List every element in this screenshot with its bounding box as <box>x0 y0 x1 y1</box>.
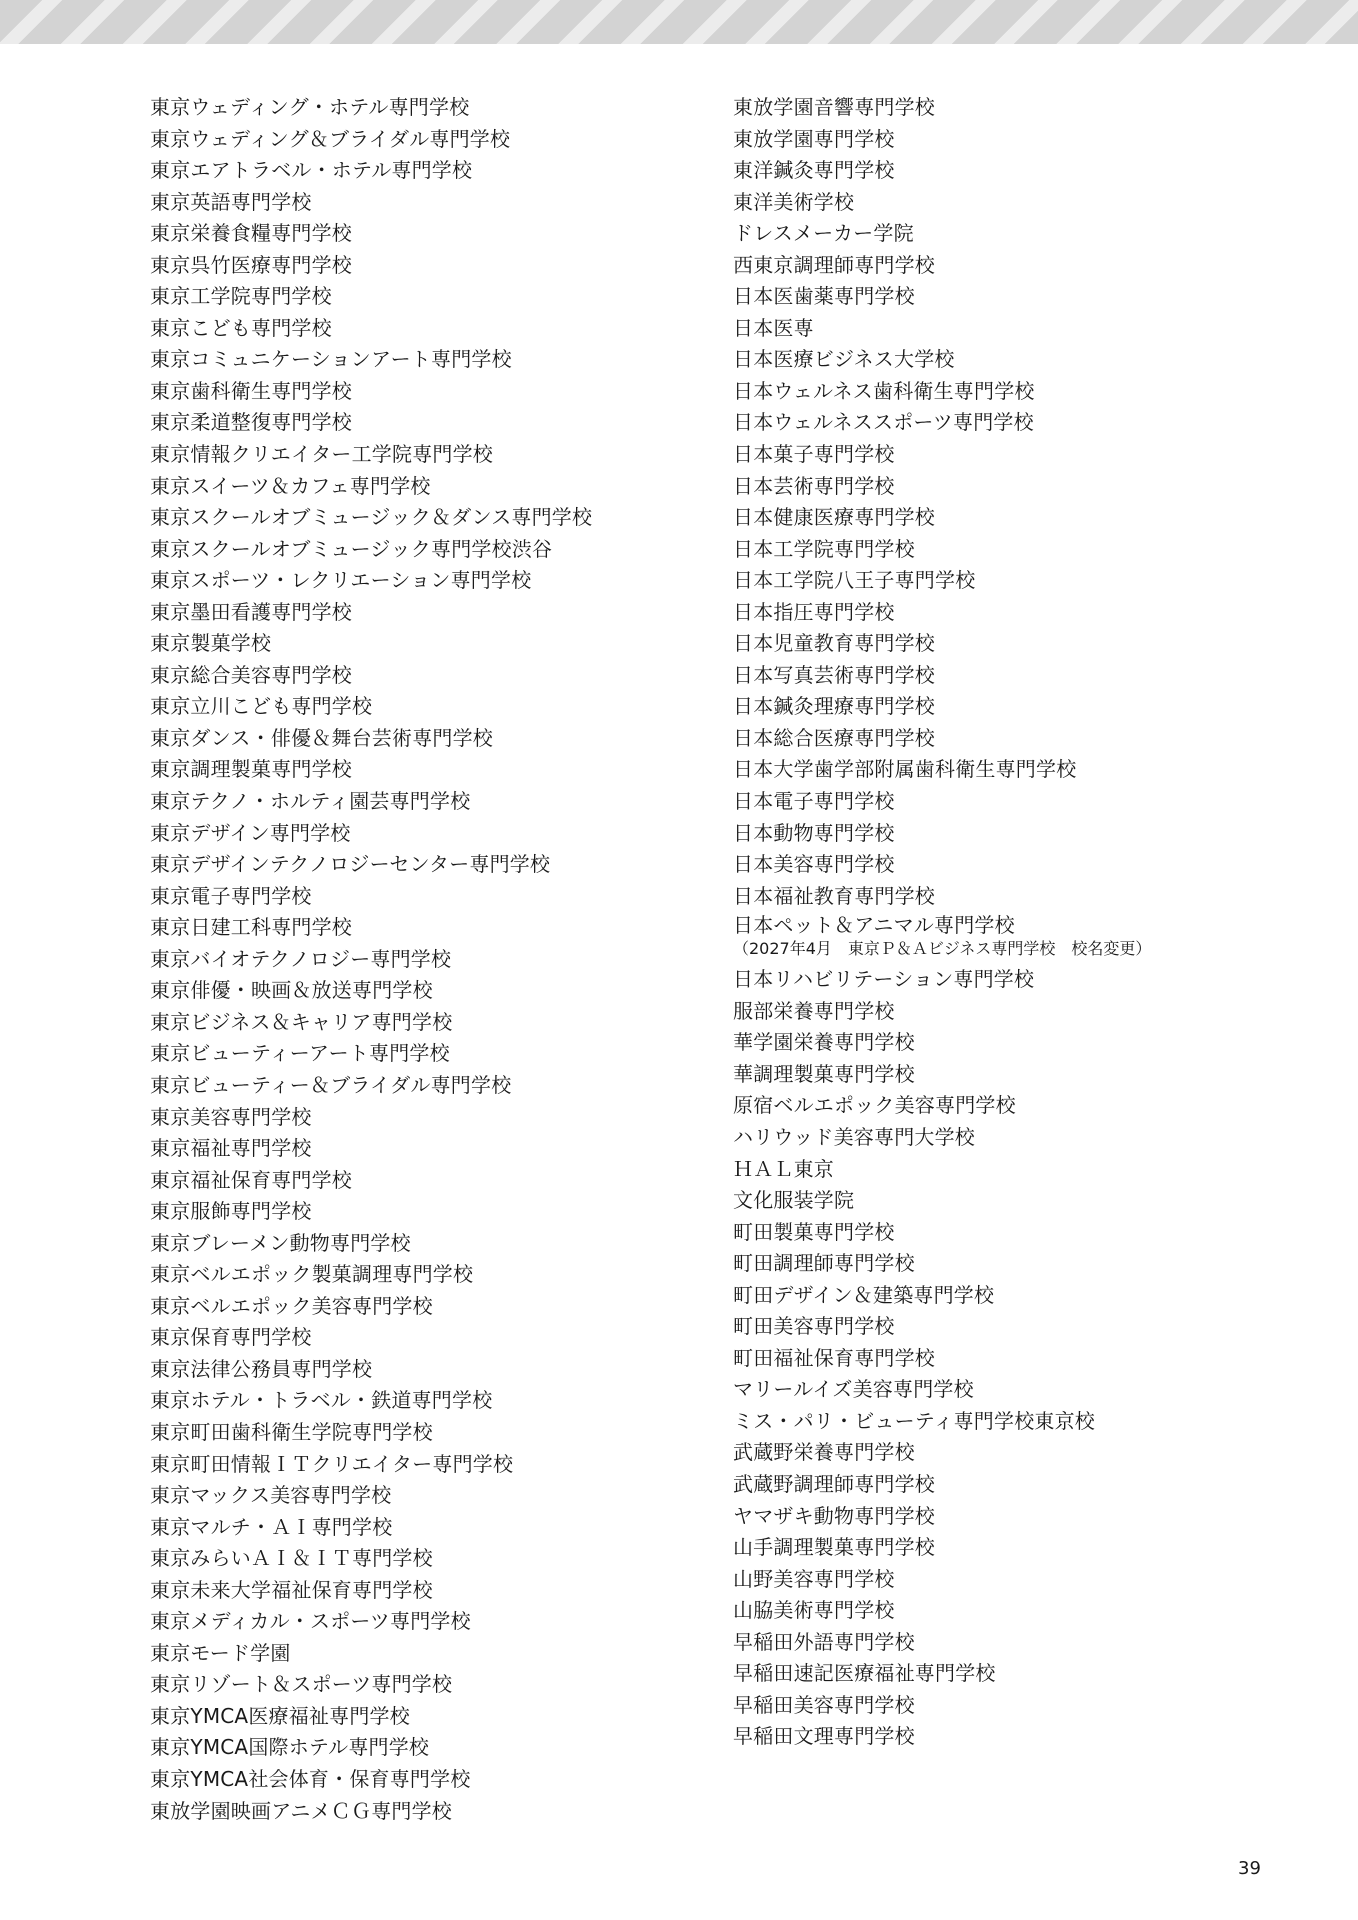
school-name: 東京町田歯科衛生学院専門学校 <box>150 1419 433 1444</box>
school-name: 日本菓子専門学校 <box>733 442 895 467</box>
school-name: 早稲田美容専門学校 <box>733 1692 915 1717</box>
school-name: 東京ビジネス＆キャリア専門学校 <box>150 1009 453 1034</box>
school-name: 華学園栄養専門学校 <box>733 1030 915 1055</box>
school-name: 服部栄養専門学校 <box>733 998 895 1023</box>
school-name: 東京メディカル・スポーツ専門学校 <box>150 1609 471 1634</box>
school-name: 日本大学歯学部附属歯科衛生専門学校 <box>733 757 1077 782</box>
school-name: 東京柔道整復専門学校 <box>150 410 352 435</box>
school-name: 武蔵野調理師専門学校 <box>733 1471 935 1496</box>
school-name: 山脇美術専門学校 <box>733 1598 895 1623</box>
school-name: 東京リゾート＆スポーツ専門学校 <box>150 1672 453 1697</box>
school-name: 東京コミュニケーションアート専門学校 <box>150 347 512 372</box>
school-name: 日本リハビリテーション専門学校 <box>733 967 1035 992</box>
school-name: 日本児童教育専門学校 <box>733 631 935 656</box>
school-name: 東京デザイン専門学校 <box>150 820 351 845</box>
school-name: 東京YMCA社会体育・保育専門学校 <box>150 1766 471 1791</box>
school-name: 文化服装学院 <box>733 1188 855 1213</box>
school-name: 東洋美術学校 <box>733 189 855 214</box>
school-name: 東放学園映画アニメＣＧ専門学校 <box>150 1798 452 1823</box>
school-name: 東京スイーツ＆カフェ専門学校 <box>150 473 431 498</box>
school-name: 日本芸術専門学校 <box>733 473 895 498</box>
school-name: 東京ブレーメン動物専門学校 <box>150 1230 411 1255</box>
school-name: マリールイズ美容専門学校 <box>733 1377 974 1402</box>
school-name: 町田美容専門学校 <box>733 1314 895 1339</box>
school-name: 日本健康医療専門学校 <box>733 505 935 530</box>
school-name: 日本ウェルネススポーツ専門学校 <box>733 410 1034 435</box>
school-name: 日本写真芸術専門学校 <box>733 662 935 687</box>
school-name: 東京工学院専門学校 <box>150 284 332 309</box>
school-name: 日本電子専門学校 <box>733 789 895 814</box>
striped-header-banner <box>0 0 1358 44</box>
school-name: 早稲田速記医療福祉専門学校 <box>733 1661 996 1686</box>
school-name: 山手調理製菓専門学校 <box>733 1535 935 1560</box>
school-list-right <box>733 92 1151 1753</box>
school-name: 日本総合医療専門学校 <box>733 725 935 750</box>
school-name: 日本工学院八王子専門学校 <box>733 568 976 593</box>
school-name: 東京立川こども専門学校 <box>150 694 373 719</box>
school-name: 東洋鍼灸専門学校 <box>733 158 895 183</box>
school-name: 東京町田情報ＩＴクリエイター専門学校 <box>150 1451 514 1476</box>
school-name: 東京エアトラベル・ホテル専門学校 <box>150 158 473 183</box>
page-number: 39 <box>1238 1858 1261 1879</box>
school-name: 東京墨田看護専門学校 <box>150 599 352 624</box>
school-name: ミス・パリ・ビューティ専門学校東京校 <box>733 1408 1095 1433</box>
school-name: ＨＡＬ東京 <box>733 1156 834 1181</box>
school-name: 東京栄養食糧専門学校 <box>150 221 352 246</box>
school-name: 東京デザインテクノロジーセンター専門学校 <box>150 852 551 877</box>
school-name: 日本医歯薬専門学校 <box>733 284 915 309</box>
school-name: 日本福祉教育専門学校 <box>733 883 935 908</box>
school-name: 東京こども専門学校 <box>150 315 332 340</box>
school-name: 町田福祉保育専門学校 <box>733 1345 935 1370</box>
school-name: 日本鍼灸理療専門学校 <box>733 694 935 719</box>
school-name: 東京ダンス・俳優＆舞台芸術専門学校 <box>150 725 493 750</box>
school-name: 東京スクールオブミュージック専門学校渋谷 <box>150 536 553 561</box>
school-name: 日本動物専門学校 <box>733 820 895 845</box>
school-name: 東京法律公務員専門学校 <box>150 1356 373 1381</box>
school-name: 東京ベルエポック製菓調理専門学校 <box>150 1262 474 1287</box>
school-name: 東京ビューティー＆ブライダル専門学校 <box>150 1072 512 1097</box>
school-name: 東京美容専門学校 <box>150 1104 312 1129</box>
school-name: 東京製菓学校 <box>150 631 272 656</box>
school-name: ハリウッド美容専門大学校 <box>733 1124 975 1149</box>
school-list-left <box>150 92 592 1827</box>
school-name: 町田デザイン＆建築専門学校 <box>733 1282 995 1307</box>
school-name: 東京ビューティーアート専門学校 <box>150 1041 450 1066</box>
school-name: 東京調理製菓専門学校 <box>150 757 352 782</box>
school-name: 東京情報クリエイター工学院専門学校 <box>150 442 493 467</box>
school-name: 東放学園音響専門学校 <box>733 95 935 119</box>
school-name: 東京未来大学福祉保育専門学校 <box>150 1577 433 1602</box>
school-note: （2027年4月 東京Ｐ＆Ａビジネス専門学校 校名変更） <box>733 939 1152 959</box>
school-name: 原宿ベルエポック美容専門学校 <box>733 1093 1016 1118</box>
school-name: ドレスメーカー学院 <box>733 221 914 246</box>
school-name: 武蔵野栄養専門学校 <box>733 1440 915 1465</box>
school-name: 東京福祉保育専門学校 <box>150 1167 352 1192</box>
school-name: 東京ウェディング＆ブライダル専門学校 <box>150 126 511 151</box>
school-name: 東京ウェディング・ホテル専門学校 <box>150 95 470 119</box>
school-name: 東京ベルエポック美容専門学校 <box>150 1293 433 1318</box>
school-name: 東京ホテル・トラベル・鉄道専門学校 <box>150 1388 493 1413</box>
school-name: 東京マックス美容専門学校 <box>150 1483 392 1508</box>
school-name: 東京呉竹医療専門学校 <box>150 252 352 277</box>
school-name: 日本医専 <box>733 315 814 340</box>
school-name: 日本工学院専門学校 <box>733 536 915 561</box>
school-name: 日本ペット＆アニマル専門学校 <box>733 913 1015 938</box>
school-name: 早稲田文理専門学校 <box>733 1724 915 1749</box>
school-name: 町田調理師専門学校 <box>733 1251 915 1276</box>
school-name: 華調理製菓専門学校 <box>733 1061 915 1086</box>
school-name: 東京モード学園 <box>150 1640 291 1665</box>
school-name: 日本ウェルネス歯科衛生専門学校 <box>733 378 1035 403</box>
school-name: 早稲田外語専門学校 <box>733 1629 915 1654</box>
school-name: 東京日建工科専門学校 <box>150 915 352 940</box>
school-name: 東京電子専門学校 <box>150 883 312 908</box>
school-name: 東京テクノ・ホルティ園芸専門学校 <box>150 789 471 814</box>
school-name: 東京YMCA国際ホテル専門学校 <box>150 1735 430 1760</box>
school-name: 東京バイオテクノロジー専門学校 <box>150 946 452 971</box>
school-name: 東放学園専門学校 <box>733 126 895 151</box>
school-name: 東京みらいＡＩ＆ＩＴ専門学校 <box>150 1546 433 1571</box>
school-name: 日本医療ビジネス大学校 <box>733 347 955 372</box>
school-name: 東京スポーツ・レクリエーション専門学校 <box>150 568 532 593</box>
school-name: 日本美容専門学校 <box>733 852 895 877</box>
school-name: ヤマザキ動物専門学校 <box>733 1503 935 1528</box>
school-name: 日本指圧専門学校 <box>733 599 895 624</box>
school-name: 東京総合美容専門学校 <box>150 662 352 687</box>
school-name: 東京歯科衛生専門学校 <box>150 378 352 403</box>
school-name: 東京保育専門学校 <box>150 1325 312 1350</box>
school-name: 東京俳優・映画＆放送専門学校 <box>150 978 433 1003</box>
school-name: 東京福祉専門学校 <box>150 1136 312 1161</box>
school-name: 西東京調理師専門学校 <box>733 252 935 277</box>
school-name: 東京マルチ・ＡＩ専門学校 <box>150 1514 393 1539</box>
school-name: 東京YMCA医療福祉専門学校 <box>150 1703 410 1728</box>
school-name: 東京スクールオブミュージック＆ダンス専門学校 <box>150 505 593 530</box>
school-name: 東京服飾専門学校 <box>150 1199 312 1224</box>
school-name: 町田製菓専門学校 <box>733 1219 895 1244</box>
school-name: 山野美容専門学校 <box>733 1566 895 1591</box>
school-name: 東京英語専門学校 <box>150 189 312 214</box>
